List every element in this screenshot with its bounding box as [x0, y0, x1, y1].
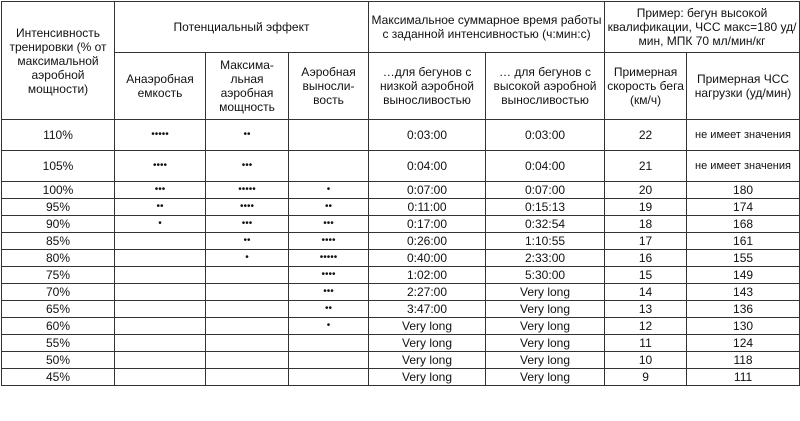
aerobic-endurance-dots: •••••	[289, 250, 369, 267]
table-row	[2, 284, 800, 301]
anaerobic-dots	[115, 318, 206, 335]
intensity-cell: 95%	[2, 199, 115, 216]
aerobic-endurance-dots: •••	[289, 284, 369, 301]
anaerobic-dots: ••	[115, 199, 206, 216]
aerobic-endurance-dots	[289, 151, 369, 182]
low-endurance-time: 0:04:00	[369, 151, 486, 182]
heart-rate-cell: 136	[687, 301, 800, 318]
heart-rate-cell: 118	[687, 352, 800, 369]
high-endurance-time: 0:15:13	[486, 199, 605, 216]
high-endurance-header: … для бегунов с высокой аэробной выносливостью	[486, 53, 605, 120]
max-aerobic-dots	[206, 335, 289, 352]
heart-rate-cell: 155	[687, 250, 800, 267]
heart-rate-header: Примерная ЧСС нагрузки (уд/мин)	[687, 53, 800, 120]
anaerobic-dots: •••	[115, 182, 206, 199]
anaerobic-dots	[115, 267, 206, 284]
speed-cell: 21	[605, 151, 687, 182]
example-header: Пример: бегун высокой квалификации, ЧСС макс=180 уд/мин, МПК 70 мл/мин/кг	[605, 2, 800, 53]
high-endurance-time: 0:07:00	[486, 182, 605, 199]
table-row	[2, 233, 800, 250]
table-row	[2, 199, 800, 216]
max-time-header: Максимальное суммарное время работы с заданной интенсивностью (ч:мин:с)	[369, 2, 605, 53]
low-endurance-time: Very long	[369, 352, 486, 369]
anaerobic-dots	[115, 284, 206, 301]
table-row	[2, 301, 800, 318]
table-row	[2, 182, 800, 199]
max-aerobic-dots	[206, 369, 289, 386]
anaerobic-dots: •	[115, 216, 206, 233]
intensity-cell: 90%	[2, 216, 115, 233]
aerobic-endurance-dots: ••••	[289, 267, 369, 284]
low-endurance-time: Very long	[369, 335, 486, 352]
anaerobic-dots: •••••	[115, 120, 206, 151]
intensity-cell: 100%	[2, 182, 115, 199]
max-aerobic-dots	[206, 284, 289, 301]
aerobic-endurance-dots	[289, 335, 369, 352]
aerobic-endurance-dots: •	[289, 318, 369, 335]
low-endurance-time: 0:26:00	[369, 233, 486, 250]
intensity-cell: 60%	[2, 318, 115, 335]
table-row	[2, 216, 800, 233]
aerobic-endurance-dots: •	[289, 182, 369, 199]
anaerobic-dots	[115, 352, 206, 369]
low-endurance-time: 0:17:00	[369, 216, 486, 233]
high-endurance-time: Very long	[486, 318, 605, 335]
low-endurance-time: 0:40:00	[369, 250, 486, 267]
speed-cell: 17	[605, 233, 687, 250]
high-endurance-time: Very long	[486, 301, 605, 318]
max-aerobic-dots	[206, 267, 289, 284]
max-aerobic-dots: ••	[206, 233, 289, 250]
speed-cell: 18	[605, 216, 687, 233]
intensity-cell: 75%	[2, 267, 115, 284]
heart-rate-cell: 180	[687, 182, 800, 199]
anaerobic-capacity-header: Анаэробная емкость	[115, 53, 206, 120]
low-endurance-time: 1:02:00	[369, 267, 486, 284]
high-endurance-time: 0:03:00	[486, 120, 605, 151]
table-row	[2, 335, 800, 352]
heart-rate-cell: 174	[687, 199, 800, 216]
speed-cell: 12	[605, 318, 687, 335]
heart-rate-cell: не имеет значения	[687, 151, 800, 182]
high-endurance-time: 5:30:00	[486, 267, 605, 284]
speed-cell: 10	[605, 352, 687, 369]
speed-cell: 9	[605, 369, 687, 386]
table-row	[2, 318, 800, 335]
intensity-cell: 50%	[2, 352, 115, 369]
heart-rate-cell: 161	[687, 233, 800, 250]
heart-rate-cell: 111	[687, 369, 800, 386]
heart-rate-cell: 143	[687, 284, 800, 301]
intensity-cell: 65%	[2, 301, 115, 318]
intensity-cell: 110%	[2, 120, 115, 151]
max-aerobic-dots	[206, 352, 289, 369]
speed-cell: 11	[605, 335, 687, 352]
aerobic-endurance-dots: ••	[289, 301, 369, 318]
max-aerobic-dots: •••	[206, 216, 289, 233]
high-endurance-time: 2:33:00	[486, 250, 605, 267]
max-aerobic-dots: •••	[206, 151, 289, 182]
aerobic-endurance-dots: ••••	[289, 233, 369, 250]
low-endurance-header: …для бегунов с низкой аэробной выносливостью	[369, 53, 486, 120]
intensity-cell: 70%	[2, 284, 115, 301]
max-aerobic-dots	[206, 301, 289, 318]
intensity-cell: 80%	[2, 250, 115, 267]
anaerobic-dots	[115, 233, 206, 250]
heart-rate-cell: 130	[687, 318, 800, 335]
max-aerobic-power-header: Максима-льная аэробная мощность	[206, 53, 289, 120]
intensity-cell: 55%	[2, 335, 115, 352]
speed-header: Примерная скорость бега (км/ч)	[605, 53, 687, 120]
speed-cell: 22	[605, 120, 687, 151]
intensity-header: Интенсивность тренировки (% от максимальной аэробной мощности)	[2, 2, 115, 120]
high-endurance-time: Very long	[486, 335, 605, 352]
speed-cell: 19	[605, 199, 687, 216]
high-endurance-time: 0:04:00	[486, 151, 605, 182]
high-endurance-time: Very long	[486, 352, 605, 369]
table-row	[2, 120, 800, 151]
max-aerobic-dots: ••••	[206, 199, 289, 216]
table-row	[2, 352, 800, 369]
low-endurance-time: 0:11:00	[369, 199, 486, 216]
heart-rate-cell: 149	[687, 267, 800, 284]
anaerobic-dots	[115, 301, 206, 318]
low-endurance-time: 0:07:00	[369, 182, 486, 199]
anaerobic-dots	[115, 369, 206, 386]
heart-rate-cell: не имеет значения	[687, 120, 800, 151]
low-endurance-time: Very long	[369, 369, 486, 386]
high-endurance-time: Very long	[486, 369, 605, 386]
table-row	[2, 250, 800, 267]
table-row	[2, 369, 800, 386]
high-endurance-time: Very long	[486, 284, 605, 301]
table-row	[2, 267, 800, 284]
intensity-cell: 85%	[2, 233, 115, 250]
aerobic-endurance-dots	[289, 369, 369, 386]
max-aerobic-dots	[206, 318, 289, 335]
anaerobic-dots	[115, 250, 206, 267]
aerobic-endurance-dots	[289, 120, 369, 151]
max-aerobic-dots: •••••	[206, 182, 289, 199]
heart-rate-cell: 124	[687, 335, 800, 352]
speed-cell: 13	[605, 301, 687, 318]
anaerobic-dots: ••••	[115, 151, 206, 182]
intensity-cell: 45%	[2, 369, 115, 386]
speed-cell: 16	[605, 250, 687, 267]
heart-rate-cell: 168	[687, 216, 800, 233]
intensity-cell: 105%	[2, 151, 115, 182]
speed-cell: 20	[605, 182, 687, 199]
max-aerobic-dots: ••	[206, 120, 289, 151]
speed-cell: 15	[605, 267, 687, 284]
table-row	[2, 151, 800, 182]
low-endurance-time: 2:27:00	[369, 284, 486, 301]
aerobic-endurance-dots: •••	[289, 216, 369, 233]
max-aerobic-dots: •	[206, 250, 289, 267]
high-endurance-time: 1:10:55	[486, 233, 605, 250]
aerobic-endurance-header: Аэробная выносли-вость	[289, 53, 369, 120]
anaerobic-dots	[115, 335, 206, 352]
training-intensity-table	[1, 1, 800, 386]
aerobic-endurance-dots: ••	[289, 199, 369, 216]
aerobic-endurance-dots	[289, 352, 369, 369]
low-endurance-time: Very long	[369, 318, 486, 335]
table-body	[2, 120, 800, 386]
high-endurance-time: 0:32:54	[486, 216, 605, 233]
potential-effect-header: Потенциальный эффект	[115, 2, 369, 53]
low-endurance-time: 0:03:00	[369, 120, 486, 151]
speed-cell: 14	[605, 284, 687, 301]
low-endurance-time: 3:47:00	[369, 301, 486, 318]
